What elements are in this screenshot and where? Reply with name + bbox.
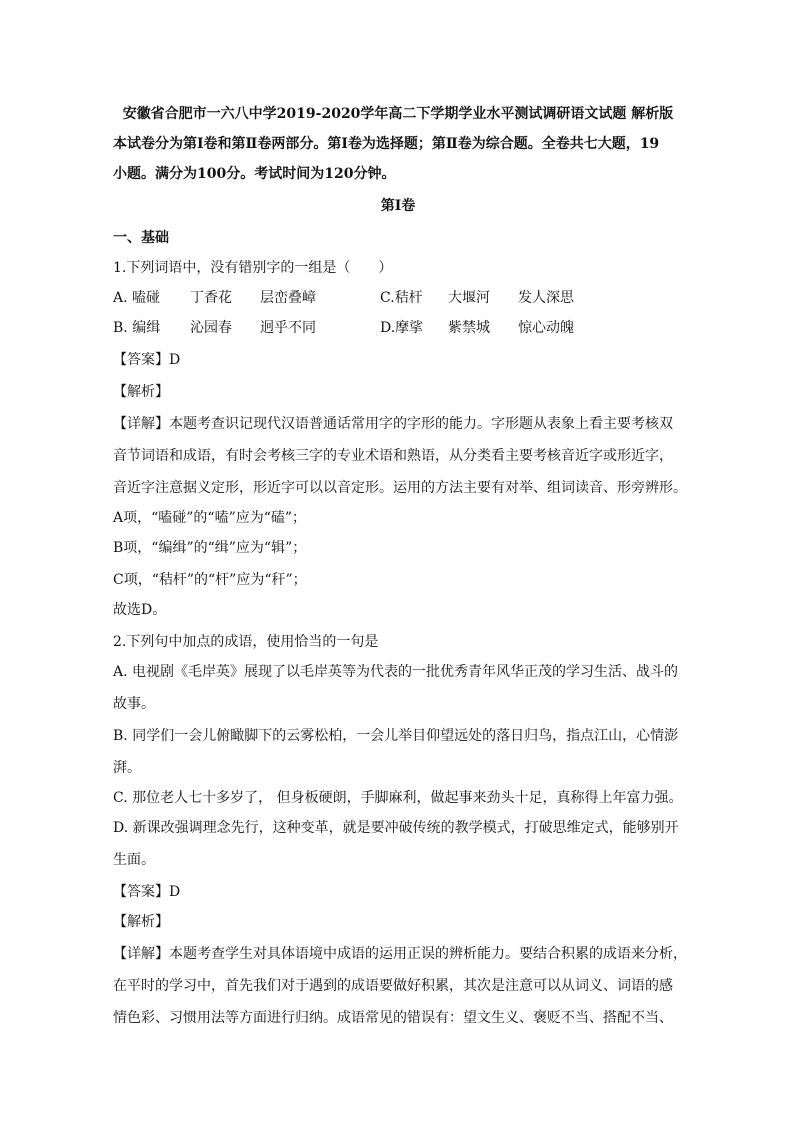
q2-detail-line-2: 在平时的学习中，首先我们对于遇到的成语要做好积累，其次是注意可以从词义、词语的感 — [113, 978, 673, 994]
q1-item-c: C项，“秸杆”的“杆”应为“秆”； — [113, 572, 307, 588]
q1-option-d-label: D.摩挲 — [380, 320, 424, 336]
q2-option-c-line-1: C. 那位老人七十多岁了， 但身板硬朗，手脚麻利，做起事来劲头十足，真称得上年富力强。 — [113, 790, 683, 806]
q1-option-c-label: C.秸杆 — [380, 290, 423, 306]
q1-detail-line-1: 【详解】本题考查识记现代汉语普通话常用字的字形的能力。字形题从表象上看主要考核双 — [113, 416, 673, 432]
q1-option-a-label: A. 嗑碰 — [113, 290, 161, 306]
q1-option-c-word2: 大堰河 — [448, 290, 490, 306]
q2-option-d-line-2: 生面。 — [113, 852, 155, 868]
q2-detail-line-3: 情色彩、习惯用法等方面进行归纳。成语常见的错误有：望文生义、褒贬不当、搭配不当、 — [113, 1010, 673, 1026]
q1-item-a: A项，“嗑碰”的“嗑”应为“磕”； — [113, 510, 307, 526]
q1-detail-line-3: 音近字注意据义定形，形近字可以以音定形。运用的方法主要有对举、组词读音、形旁辨形。 — [113, 480, 687, 496]
q1-stem: 1.下列词语中，没有错别字的一组是（ ） — [113, 260, 393, 276]
q1-option-b-word3: 迥乎不同 — [260, 320, 316, 336]
section-heading: 一、基础 — [113, 230, 169, 246]
q1-conclusion: 故选D。 — [113, 602, 167, 618]
q1-analysis-heading: 【解析】 — [113, 384, 169, 400]
q1-option-d-word2: 紫禁城 — [448, 320, 490, 336]
q1-detail-line-2: 音节词语和成语，有时会考核三字的专业术语和熟语，从分类看主要考核音近字或形近字， — [113, 448, 673, 464]
q1-option-b-label: B. 编缉 — [113, 320, 161, 336]
q2-answer: 【答案】D — [113, 884, 181, 900]
q2-detail-line-1: 【详解】本题考查学生对具体语境中成语的运用正误的辨析能力。要结合积累的成语来分析， — [113, 946, 687, 962]
q1-option-b-word2: 沁园春 — [190, 320, 232, 336]
q2-stem: 2.下列句中加点的成语，使用恰当的一句是 — [113, 634, 379, 650]
intro-line-1: 本试卷分为第Ⅰ卷和第Ⅱ卷两部分。第Ⅰ卷为选择题；第Ⅱ卷为综合题。全卷共七大题，19 — [113, 136, 660, 152]
q2-option-d-line-1: D. 新课改强调理念先行，这种变革，就是要冲破传统的教学模式，打破思维定式，能够别开 — [113, 820, 679, 836]
document-title: 安徽省合肥市一六八中学2019-2020学年高二下学期学业水平测试调研语文试题 解析版 — [122, 106, 674, 122]
q2-option-a-line-2: 故事。 — [113, 696, 155, 712]
volume-heading: 第Ⅰ卷 — [380, 198, 416, 214]
q1-option-a-word3: 层峦叠嶂 — [260, 290, 316, 306]
q1-answer: 【答案】D — [113, 352, 181, 368]
q1-option-c-word3: 发人深思 — [518, 290, 574, 306]
q1-item-b: B项，“编缉”的“缉”应为“辑”； — [113, 540, 307, 556]
q1-option-a-word2: 丁香花 — [190, 290, 232, 306]
q1-option-d-word3: 惊心动魄 — [518, 320, 574, 336]
intro-line-2: 小题。满分为100分。考试时间为120分钟。 — [113, 166, 396, 182]
q2-option-b-line-1: B. 同学们一会儿俯瞰脚下的云雾松柏，一会儿举目仰望远处的落日归鸟，指点江山，心情澎 — [113, 728, 679, 744]
q2-analysis-heading: 【解析】 — [113, 914, 169, 930]
q2-option-b-line-2: 湃。 — [113, 760, 141, 776]
q2-option-a-line-1: A. 电视剧《毛岸英》展现了以毛岸英等为代表的一批优秀青年风华正茂的学习生活、战斗的 — [113, 664, 679, 680]
